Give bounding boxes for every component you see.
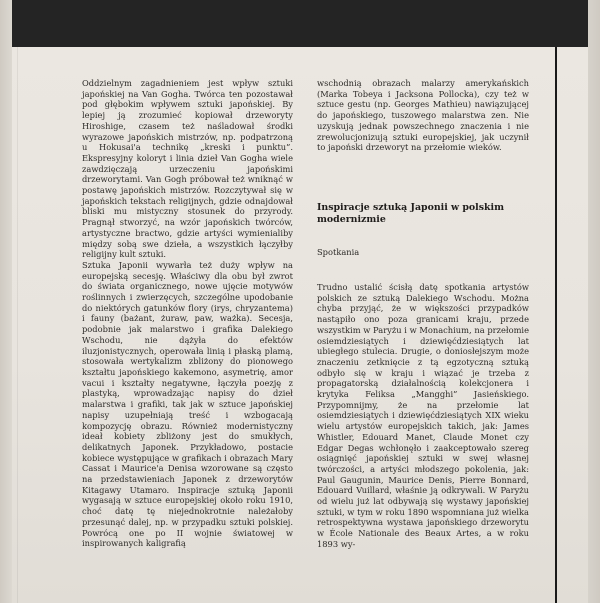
paragraph: Sztuka Japonii wywarła też duży wpływ na europejską secesję. Właściwy dla obu był zwrot do świata organicznego, nowe ujęcie motywów roślinnych i zwierzęcych, szczególne upodobanie do niektórych gatunków flory (irys, chryzantema) i fauny (bażant, żuraw, paw, ważka). Secesja, podobnie jak malarstwo i grafika Dalekiego Wschodu, nie dążyła do efektów iluzjonistycznych, operowała linią i płaską plamą, stosowała wertykalizm zbliżony do pionowego kształtu japońskiego kakemono, asymetrię, amor vacui i kształty negatywne, łączyła poezję z plastyką, wprowadzając napisy do dzieł malarstwa i grafiki, tak jak w sztuce japońskiej napisy uzupełniają treść i wzbogacają kompozycję obrazu. Również modernistyczny ideał kobiety zbliżony jest do smukłych, delikatnych Japonek. Przykładowo, postacie kobiece występujące w grafikach i obrazach Mary Cassat i Maurice'a Denisa wzorowane są często na przedstawieniach Japonek z drzeworytów Kitagawy Utamaro. Inspiracje sztuką Japonii wygasają w sztuce europejskiej około roku 1910, choć datę tę niejednokrotnie należałoby przesunąć dalej, np. w przypadku sztuki polskiej. Powrócą one po II wojnie światowej w inspirowanych kaligrafią — [82, 259, 293, 549]
section-subheading: Spotkania — [317, 247, 360, 257]
vertical-rule — [555, 47, 557, 603]
paragraph: Oddzielnym zagadnieniem jest wpływ sztuki japońskiej na Van Gogha. Twórca ten pozostawał pod głębokim wpływem sztuki japońskiej. By lepiej ją zrozumieć kopiował drzeworyty Hiroshige, czasem też naśladował środki wyrazowe japońskich mistrzów, np. podpatrzoną u Hokusai'a technikę „kreski i punktu”. Ekspresyjny koloryt i linia dzieł Van Gogha wiele zawdzięczają urzeczeniu japońskimi drzeworytami. Van Gogh próbował też wniknąć w postawę japońskich mistrzów. Rozczytywał się w japońskich tekstach religijnych, gdzie odnajdował bliski mu mistyczny stosunek do przyrody. Pragnął stworzyć, na wzór japońskich twórców, artystyczne bractwo, gdzie artyści wymienialiby między sobą swe dzieła, a wszystkich łączyłby religijny kult sztuki. — [82, 78, 293, 260]
section-title: Inspiracje sztuką Japonii w polskim modernizmie — [317, 202, 505, 225]
paragraph: Trudno ustalić ścisłą datę spotkania artystów polskich ze sztuką Dalekiego Wschodu. Można chyba przyjąć, że w większości przypadków nastąpiło ono poza granicami kraju, przede wszystkim w Paryżu i w Monachium, na przełomie osiemdziesiątych i dziewięćdziesiątych lat ubiegłego stulecia. Drugie, o doniosłejszym może znaczeniu zetknięcie z tą egzotyczną sztuką odbyło się w kraju i wiązać je trzeba z propagatorską działalnością kolekcjonera i krytyka Feliksa „Mangghi” Jasieńskiego. Przypomnijmy, że na przełomie lat osiemdziesiątych i dziewięćdziesiątych XIX wieku wielu artystów europejskich takich, jak: James Whistler, Edouard Manet, Claude Monet czy Edgar Degas wchłonęło i zaakceptowało szereg osiągnięć japońskiej sztuki w swej własnej twórczości, a artyści młodszego pokolenia, jak: Paul Gaugunin, Maurice Denis, Pierre Bonnard, Edouard Vuillard, właśnie ją odkrywali. W Paryżu od wielu już lat odbywają się wystawy japońskiej sztuki, w tym w roku 1890 wspomniana już wielka retrospektywna wystawa japońskiego drzeworytu w École Nationale des Beaux Artes, a w roku 1893 wy- — [317, 282, 529, 549]
right-text-column-bottom — [317, 282, 529, 550]
paragraph: wschodnią obrazach malarzy amerykańskich (Marka Tobeya i Jacksona Pollocka), czy też w sztuce gestu (np. Georges Mathieu) nawiązującej do japońskiego, tuszowego malarstwa zen. Nie uzyskują jednak powszechnego znaczenia i nie zrewolucjonizują sztuki europejskiej, jak uczynił to japoński drzeworyt na przełomie wieków. — [317, 78, 529, 153]
page-right-edge — [588, 0, 600, 603]
page-left-edge — [0, 0, 12, 603]
left-text-column — [82, 78, 293, 549]
right-text-column-top — [317, 78, 529, 153]
top-dark-band — [12, 0, 588, 47]
section-heading — [317, 202, 529, 226]
